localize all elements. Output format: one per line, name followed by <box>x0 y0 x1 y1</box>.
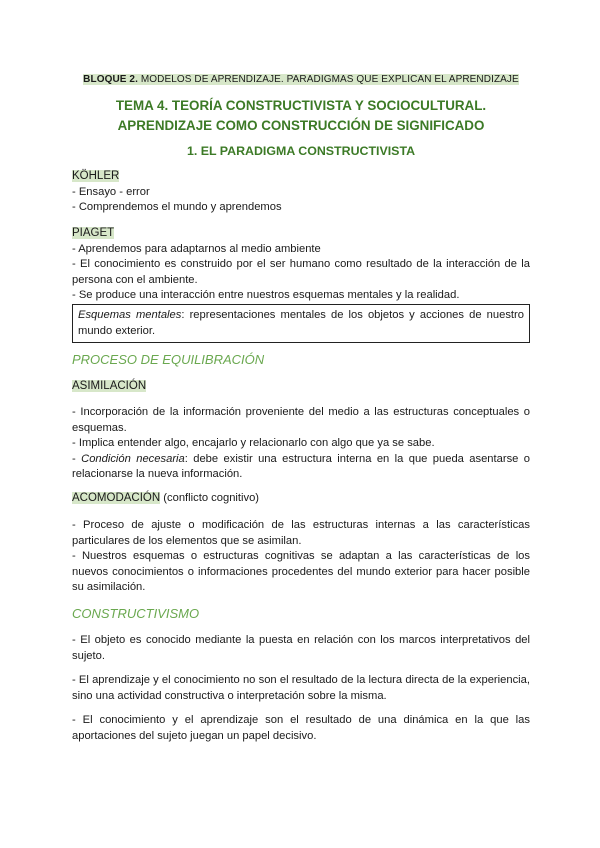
asimilacion-item-1: - Incorporación de la información proveniente del medio a las estructuras conceptuales o esquemas. <box>72 406 530 434</box>
constructivismo-paragraph-1: - El objeto es conocido mediante la puesta en relación con los marcos interpretativos del sujeto. <box>72 634 530 662</box>
constructivismo-heading: CONSTRUCTIVISMO <box>72 606 200 621</box>
definition-term: Esquemas mentales <box>78 309 182 321</box>
page-title-line-2: APRENDIZAJE COMO CONSTRUCCIÓN DE SIGNIFICADO <box>117 118 485 133</box>
page-title-line-1: TEMA 4. TEORÍA CONSTRUCTIVISTA Y SOCIOCULTURAL. <box>115 98 487 113</box>
asimilacion-item-3-prefix: - <box>72 452 82 465</box>
definition-box <box>72 304 530 343</box>
asimilacion-item-3-rest: : debe existir una estructura interna en la que pueda asentarse o relacionarse la nueva información. <box>72 452 530 481</box>
acomodacion-heading <box>72 491 530 507</box>
constructivismo-paragraph-2: - El aprendizaje y el conocimiento no son el resultado de la lectura directa de la experiencia, sino una actividad constructiva o interpretación sobre la misma. <box>72 674 530 702</box>
constructivismo-paragraph-3: - El conocimiento y el aprendizaje son el resultado de una dinámica en la que las aportaciones del sujeto juegan un papel decisivo. <box>72 714 530 742</box>
piaget-item-2: - El conocimiento es construido por el ser humano como resultado de la interacción de la persona con el ambiente. <box>72 258 530 286</box>
piaget-section <box>72 226 530 304</box>
asimilacion-item-2: - Implica entender algo, encajarlo y relacionarlo con algo que ya se sabe. <box>72 437 435 450</box>
kohler-section <box>72 169 530 216</box>
acomodacion-note: (conflicto cognitivo) <box>160 492 260 504</box>
kohler-item-2: - Comprendemos el mundo y aprendemos <box>72 201 282 214</box>
asimilacion-heading <box>72 379 530 395</box>
block-label: BLOQUE 2. <box>83 74 138 85</box>
section-heading: 1. EL PARADIGMA CONSTRUCTIVISTA <box>186 144 416 158</box>
asimilacion-item-3 <box>72 452 530 483</box>
acomodacion-item-2: - Nuestros esquemas o estructuras cognitivas se adaptan a las características de los nuevos conocimientos o informaciones procedentes del mundo exterior para hacer posible su asimilación. <box>72 550 530 594</box>
kohler-title: KÖHLER <box>72 170 120 182</box>
piaget-item-3: - Se produce una interacción entre nuestros esquemas mentales y la realidad. <box>72 289 460 302</box>
acomodacion-title: ACOMODACIÓN <box>72 492 161 504</box>
block-header <box>72 72 530 88</box>
asimilacion-title: ASIMILACIÓN <box>72 380 147 392</box>
equilibracion-heading: PROCESO DE EQUILIBRACIÓN <box>72 352 265 367</box>
asimilacion-item-3-italic: Condición necesaria <box>81 452 185 465</box>
acomodacion-body <box>72 518 530 596</box>
definition-text: : representaciones mentales de los objetos y acciones de nuestro mundo exterior. <box>78 309 524 337</box>
block-header-highlight <box>83 74 519 85</box>
kohler-item-1: - Ensayo - error <box>72 185 150 198</box>
page-title <box>72 96 530 136</box>
piaget-item-1: - Aprendemos para adaptarnos al medio ambiente <box>72 242 321 255</box>
block-title: MODELOS DE APRENDIZAJE. PARADIGMAS QUE EXPLICAN EL APRENDIZAJE <box>137 74 519 85</box>
asimilacion-body <box>72 405 530 483</box>
piaget-title: PIAGET <box>72 227 115 239</box>
acomodacion-item-1: - Proceso de ajuste o modificación de las estructuras internas a las características particulares de los elementos que se asimilan. <box>72 519 530 547</box>
